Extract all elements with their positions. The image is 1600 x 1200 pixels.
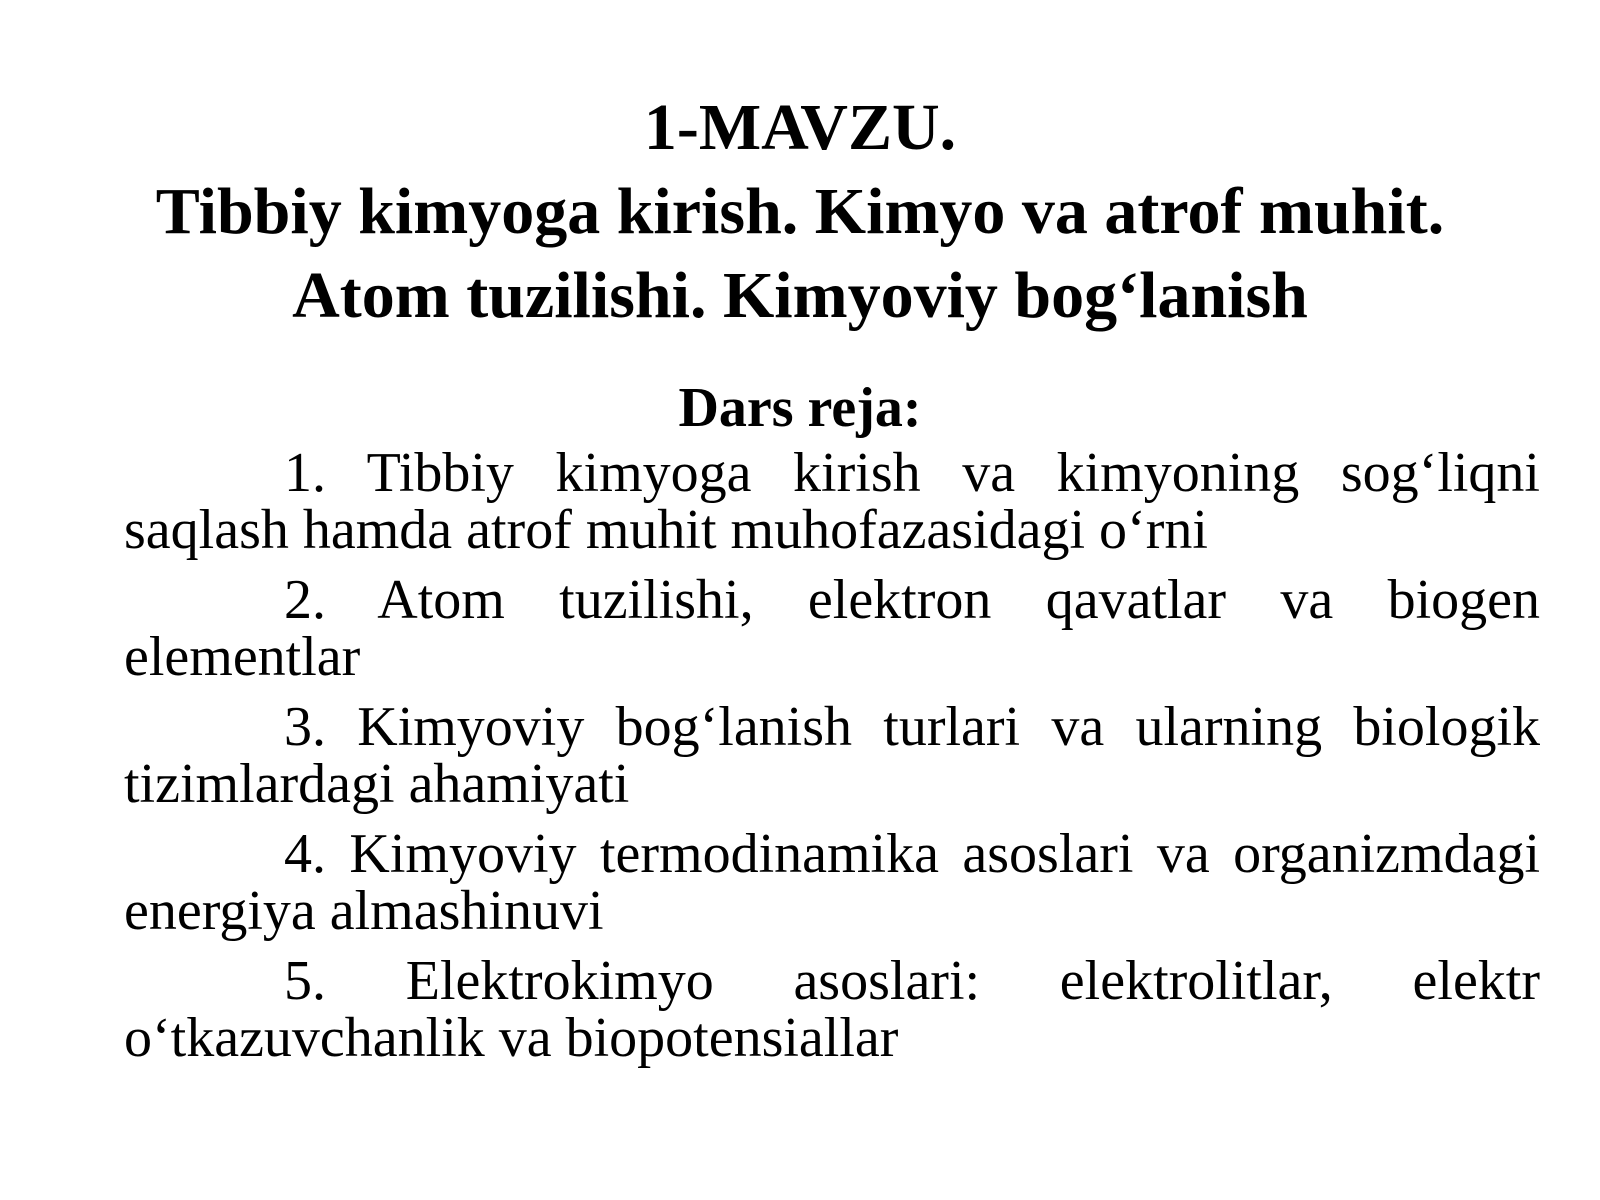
plan-item-text: Kimyoviy termodinamika asoslari va organizmdagi energiya almashinuvi — [124, 823, 1541, 942]
plan-item-4 — [124, 823, 1541, 942]
slide-title — [0, 86, 1600, 338]
plan-item-number: 3. — [284, 696, 326, 758]
plan-item-1 — [124, 442, 1540, 561]
title-line-1: Tibbiy kimyoga kirish. Kimyo va atrof muhit. — [155, 175, 1445, 248]
plan-item-number: 1. — [284, 442, 326, 504]
plan-item-number: 2. — [284, 569, 326, 631]
plan-list — [124, 442, 1541, 1080]
plan-item-number: 5. — [284, 950, 326, 1012]
plan-item-2 — [124, 569, 1540, 688]
topic-number: 1-MAVZU. — [643, 91, 957, 164]
plan-item-text: Atom tuzilishi, elektron qavatlar va biogen elementlar — [124, 569, 1540, 688]
plan-item-5 — [124, 950, 1541, 1069]
plan-item-text: Elektrokimyo asoslari: elektrolitlar, elektr o‘tkazuvchanlik va biopotensiallar — [124, 950, 1541, 1069]
plan-item-text: Tibbiy kimyoga kirish va kimyoning sog‘liqni saqlash hamda atrof muhit muhofazasidagi o‘rni — [124, 442, 1540, 561]
plan-heading: Dars reja: — [678, 377, 922, 439]
plan-item-text: Kimyoviy bog‘lanish turlari va ularning biologik tizimlardagi ahamiyati — [124, 696, 1540, 815]
title-line-2: Atom tuzilishi. Kimyoviy bog‘lanish — [292, 259, 1308, 332]
plan-item-number: 4. — [284, 823, 326, 885]
plan-item-3 — [124, 696, 1540, 815]
